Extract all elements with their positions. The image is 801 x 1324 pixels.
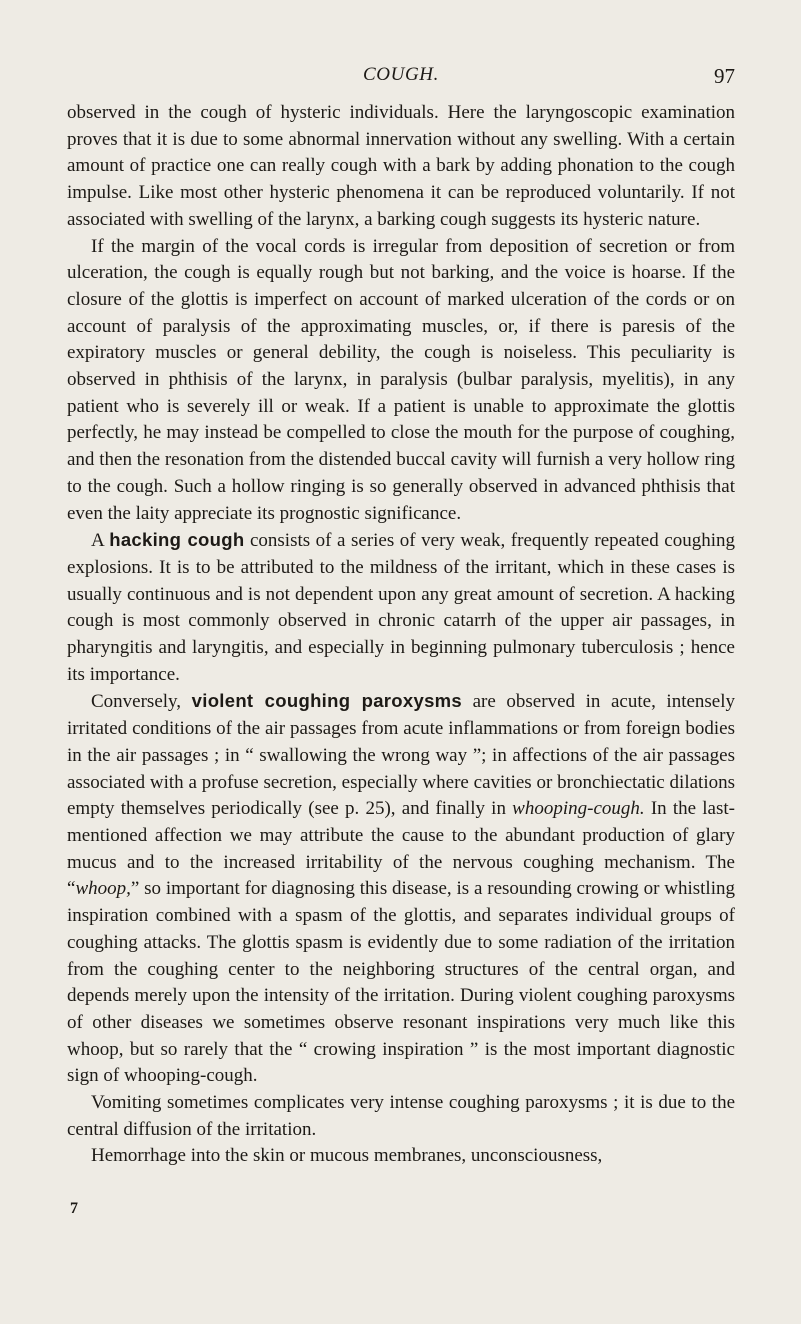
run-in-heading-paroxysms: violent coughing paroxysms bbox=[191, 690, 463, 712]
italic-term-whooping-cough: whooping-cough. bbox=[512, 798, 645, 820]
run-in-heading-hacking-cough: hacking cough bbox=[109, 529, 245, 551]
paragraph-text: In the last-mentioned affection we may attribute the cause to the abundant production of glary mucus and to the increased irritability of the nervous coughing mechanism. The “ bbox=[67, 798, 735, 900]
running-head bbox=[67, 64, 735, 90]
paragraph-text: ” so important for diagnosing this disease, is a resounding crowing or whistling inspiration combined with a spasm of the glottis, and separates individual groups of coughing attacks. The glottis spasm is evidently due to some radiation of the irritation from the coughing center to the neighboring structures of the central organ, and depends merely upon the intensity of the irritation. During violent coughing paroxysms of other diseases we sometimes observe resonant inspirations very much like this whoop, but so rarely that the “ crowing inspiration ” is the most important diagnostic sign of whooping-cough. bbox=[67, 878, 735, 1087]
signature-mark: 7 bbox=[70, 1200, 78, 1217]
body-text bbox=[67, 100, 735, 1170]
italic-term-whoop: whoop, bbox=[75, 878, 131, 900]
paragraph-lead: A bbox=[91, 530, 104, 552]
paragraph-lead: Conversely, bbox=[91, 691, 192, 713]
paragraph-vocal-cords: If the margin of the vocal cords is irregular from deposition of secretion or from ulceration, the cough is equally rough but not barking, and the voice is hoarse. If the closure of the glottis is imperfect on account of marked ulceration of the cords or on account of paralysis of the approximating muscles, or, if there is paresis of the expiratory muscles or general debility, the cough is noiseless. This peculiarity is observed in phthisis of the larynx, in paralysis (bulbar paralysis, myelitis), in any patient who is severely ill or weak. If a patient is unable to approximate the glottis perfectly, he may instead be compelled to close the mouth for the purpose of coughing, and then the resonation from the distended buccal cavity will furnish a very hollow ring to the cough. Such a hollow ringing is so generally observed in advanced phthisis that even the laity appreciate its prognostic significance. bbox=[67, 235, 735, 524]
paragraph-text: are observed in acute, intensely irritated conditions of the air passages from acute inflammations or from foreign bodies in the air passages ; in “ swallowing the wrong way ”; in affections of the air passages associated with a profuse secretion, especially where cavities or bronchiectatic dilations empty themselves periodically (see p. 25), and finally in bbox=[67, 691, 736, 820]
paragraph-hemorrhage: Hemorrhage into the skin or mucous membranes, unconsciousness, bbox=[91, 1145, 603, 1167]
paragraph-vomiting: Vomiting sometimes complicates very intense coughing paroxysms ; it is due to the central diffusion of the irritation. bbox=[67, 1092, 735, 1140]
paragraph-text: consists of a series of very weak, frequently repeated coughing explosions. It is to be attributed to the mildness of the irritant, which in these cases is usually continuous and is not dependent upon any great amount of secretion. A hacking cough is most commonly observed in chronic catarrh of the upper air passages, in pharyngitis and laryngitis, and especially in beginning pulmonary tuberculosis ; hence its importance. bbox=[67, 530, 735, 685]
page-number: 97 bbox=[714, 64, 735, 88]
paragraph-hacking-cough bbox=[67, 527, 735, 688]
paragraph-coughing-paroxysms bbox=[67, 688, 735, 1090]
running-title: COUGH. bbox=[363, 64, 439, 85]
paragraph-hysteric-cough: observed in the cough of hysteric individuals. Here the laryngoscopic examination proves that it is due to some abnormal innervation without any swelling. With a certain amount of practice one can really cough with a bark by adding phonation to the cough impulse. Like most other hysteric phenomena it can be reproduced voluntarily. If not associated with swelling of the larynx, a barking cough suggests its hysteric nature. bbox=[67, 102, 735, 230]
